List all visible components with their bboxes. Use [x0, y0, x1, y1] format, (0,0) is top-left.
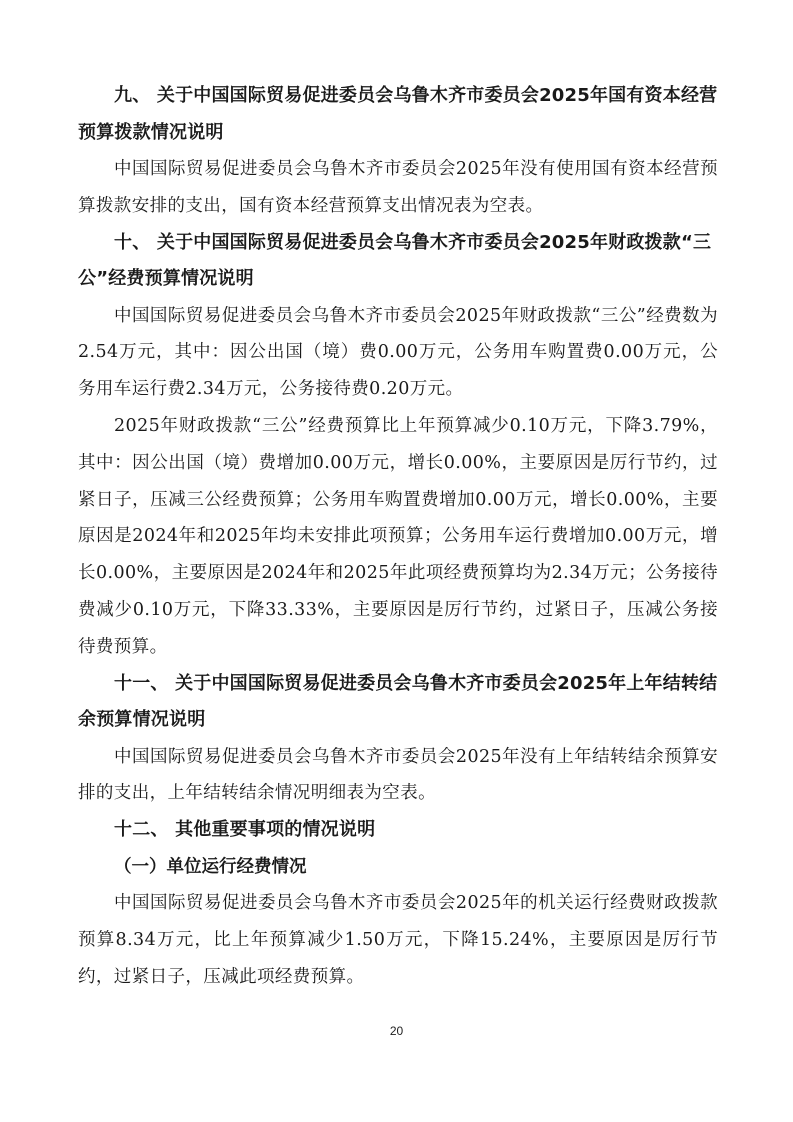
page-number: 20	[389, 1024, 404, 1038]
section-11-body: 中国国际贸易促进委员会乌鲁木齐市委员会2025年没有上年结转结余预算安排的支出，上年结转结余情况明细表为空表。	[78, 746, 718, 804]
section-9-body: 中国国际贸易促进委员会乌鲁木齐市委员会2025年没有使用国有资本经营预算拨款安排的支出，国有资本经营预算支出情况表为空表。	[78, 159, 718, 216]
section-12-subheading-1: （一）单位运行经费情况	[114, 856, 307, 877]
page-content	[78, 78, 718, 996]
section-10-body-1: 中国国际贸易促进委员会乌鲁木齐市委员会2025年财政拨款“三公”经费数为2.54万元，其中：因公出国（境）费0.00万元，公务用车购置费0.00万元，公务用车运行费2.34万元，公务接待费0.20万元。	[78, 305, 718, 400]
section-12-heading: 十二、 其他重要事项的情况说明	[114, 819, 376, 841]
section-10-heading: 十、 关于中国国际贸易促进委员会乌鲁木齐市委员会2025年财政拨款“三公”经费预算情况说明	[78, 231, 712, 290]
section-11-heading: 十一、 关于中国国际贸易促进委员会乌鲁木齐市委员会2025年上年结转结余预算情况说明	[78, 672, 718, 731]
section-9-heading: 九、 关于中国国际贸易促进委员会乌鲁木齐市委员会2025年国有资本经营预算拨款情况说明	[78, 85, 718, 143]
section-12-sub-1-body: 中国国际贸易促进委员会乌鲁木齐市委员会2025年的机关运行经费财政拨款预算8.34万元，比上年预算减少1.50万元，下降15.24%，主要原因是厉行节约，过紧日子，压减此项经费预算。	[78, 893, 718, 987]
section-10-body-2: 2025年财政拨款“三公”经费预算比上年预算减少0.10万元，下降3.79%，其中：因公出国（境）费增加0.00万元，增长0.00%，主要原因是厉行节约，过紧日子，压减三公经费预算；公务用车购置费增加0.00万元，增长0.00%，主要原因是2024年和2025年均未安排此项预算；公务用车运行费增加0.00万元，增长0.00%，主要原因是2024年和2025年此项经费预算均为2.34万元；公务接待费减少0.10万元，下降33.33%，主要原因是厉行节约，过紧日子，压减公务接待费预算。	[78, 415, 718, 657]
